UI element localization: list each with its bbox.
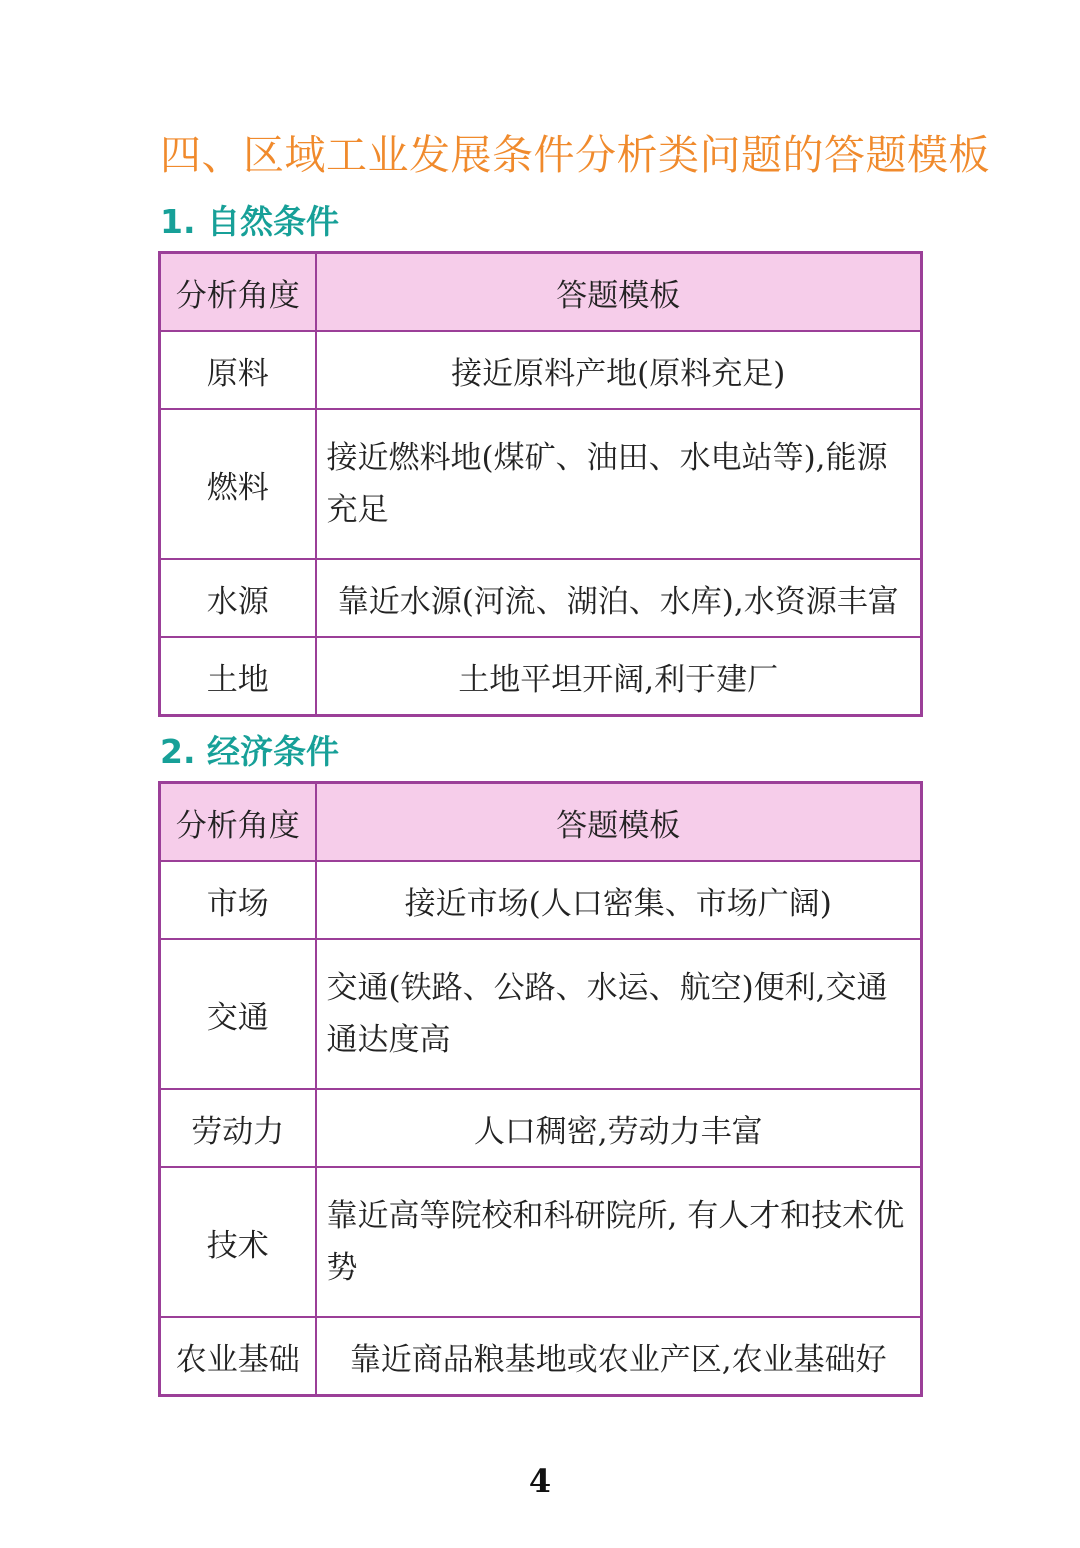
aspect-cell: 技术: [160, 1167, 316, 1317]
table-row: [160, 637, 922, 716]
aspect-cell: 燃料: [160, 409, 316, 559]
aspect-cell: 市场: [160, 861, 316, 939]
aspect-cell: 交通: [160, 939, 316, 1089]
answer-cell: 靠近水源(河流、湖泊、水库),水资源丰富: [316, 559, 922, 637]
table-row: [160, 1167, 922, 1317]
table-header-row: [160, 783, 922, 862]
table-header-row: [160, 253, 922, 332]
page-title: 四、区域工业发展条件分析类问题的答题模板: [160, 131, 990, 179]
section-heading-economic: 2. 经济条件: [160, 732, 339, 771]
answer-cell: 接近原料产地(原料充足): [316, 331, 922, 409]
answer-cell: 靠近商品粮基地或农业产区,农业基础好: [316, 1317, 922, 1396]
table-row: [160, 409, 922, 559]
aspect-cell: 原料: [160, 331, 316, 409]
table-row: [160, 331, 922, 409]
answer-cell: 接近市场(人口密集、市场广阔): [316, 861, 922, 939]
aspect-cell: 劳动力: [160, 1089, 316, 1167]
aspect-cell: 水源: [160, 559, 316, 637]
natural-conditions-table: [158, 251, 923, 717]
aspect-cell: 农业基础: [160, 1317, 316, 1396]
answer-cell: 土地平坦开阔,利于建厂: [316, 637, 922, 716]
page-number: 4: [528, 1462, 552, 1500]
column-header-aspect: 分析角度: [160, 783, 316, 862]
aspect-cell: 土地: [160, 637, 316, 716]
column-header-aspect: 分析角度: [160, 253, 316, 332]
table-row: [160, 559, 922, 637]
column-header-template: 答题模板: [316, 253, 922, 332]
column-header-template: 答题模板: [316, 783, 922, 862]
answer-cell: 交通(铁路、公路、水运、航空)便利,交通通达度高: [316, 939, 922, 1089]
answer-cell: 人口稠密,劳动力丰富: [316, 1089, 922, 1167]
economic-conditions-table: [158, 781, 923, 1397]
table-row: [160, 939, 922, 1089]
table-row: [160, 1317, 922, 1396]
answer-cell: 接近燃料地(煤矿、油田、水电站等),能源充足: [316, 409, 922, 559]
table-row: [160, 861, 922, 939]
section-heading-natural: 1. 自然条件: [160, 202, 339, 241]
table-row: [160, 1089, 922, 1167]
answer-cell: 靠近高等院校和科研院所, 有人才和技术优势: [316, 1167, 922, 1317]
